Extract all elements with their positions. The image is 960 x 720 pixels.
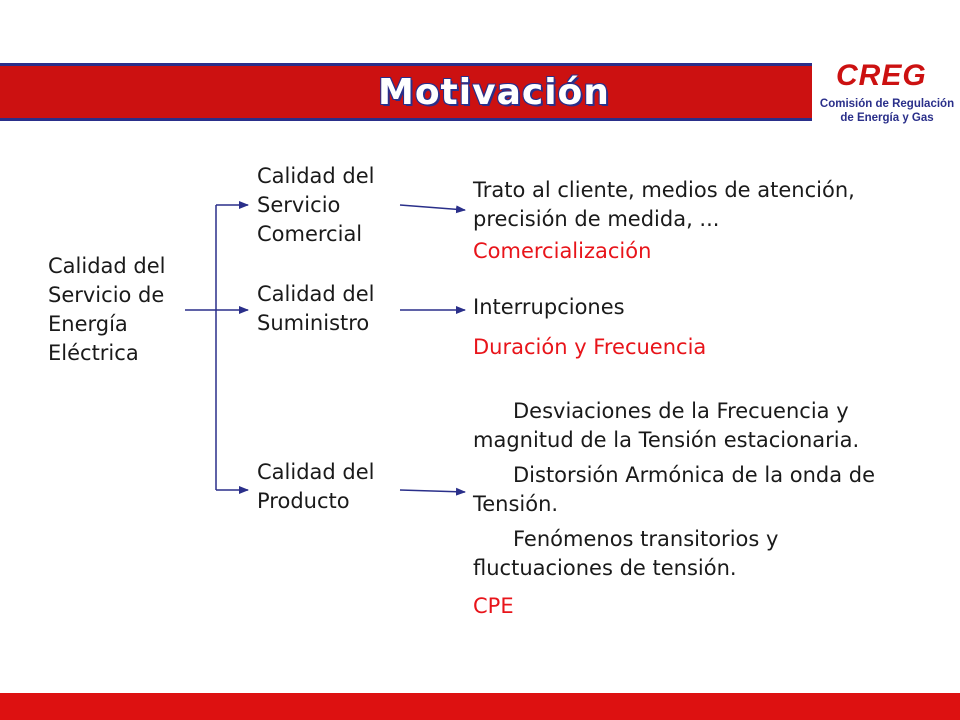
highlight-comercializacion: Comercialización xyxy=(473,239,652,263)
branch-label-suministro: Calidad del Suministro xyxy=(257,282,375,335)
root-node: Calidad del Servicio de Energía Eléctrica xyxy=(48,254,166,365)
highlight-duracion-frecuencia: Duración y Frecuencia xyxy=(473,335,707,359)
logo-line-1: Comisión de Regulación xyxy=(819,98,955,110)
logo-wordmark: CREG xyxy=(836,59,927,92)
branch-label-servicio-comercial: Calidad del Servicio Comercial xyxy=(257,164,375,246)
arrow-detail-3 xyxy=(400,490,465,492)
detail-servicio-comercial: Trato al cliente, medios de atención, precisión de medida, ... xyxy=(473,178,855,231)
slide-title: Motivación xyxy=(378,72,610,113)
highlight-cpe: CPE xyxy=(473,594,514,618)
branch-label-producto: Calidad del Producto xyxy=(257,460,375,513)
detail-desviaciones: Desviaciones de la Frecuencia y magnitud de la Tensión estacionaria. xyxy=(473,399,860,452)
detail-interrupciones: Interrupciones xyxy=(473,295,625,319)
footer-bar xyxy=(0,693,960,720)
logo-line-2: de Energía y Gas xyxy=(840,112,934,124)
arrow-detail-1 xyxy=(400,205,465,210)
detail-fenomenos-transitorios: Fenómenos transitorios y fluctuaciones de tensión. xyxy=(473,527,779,580)
detail-distorsion-armonica: Distorsión Armónica de la onda de Tensión. xyxy=(473,463,876,516)
